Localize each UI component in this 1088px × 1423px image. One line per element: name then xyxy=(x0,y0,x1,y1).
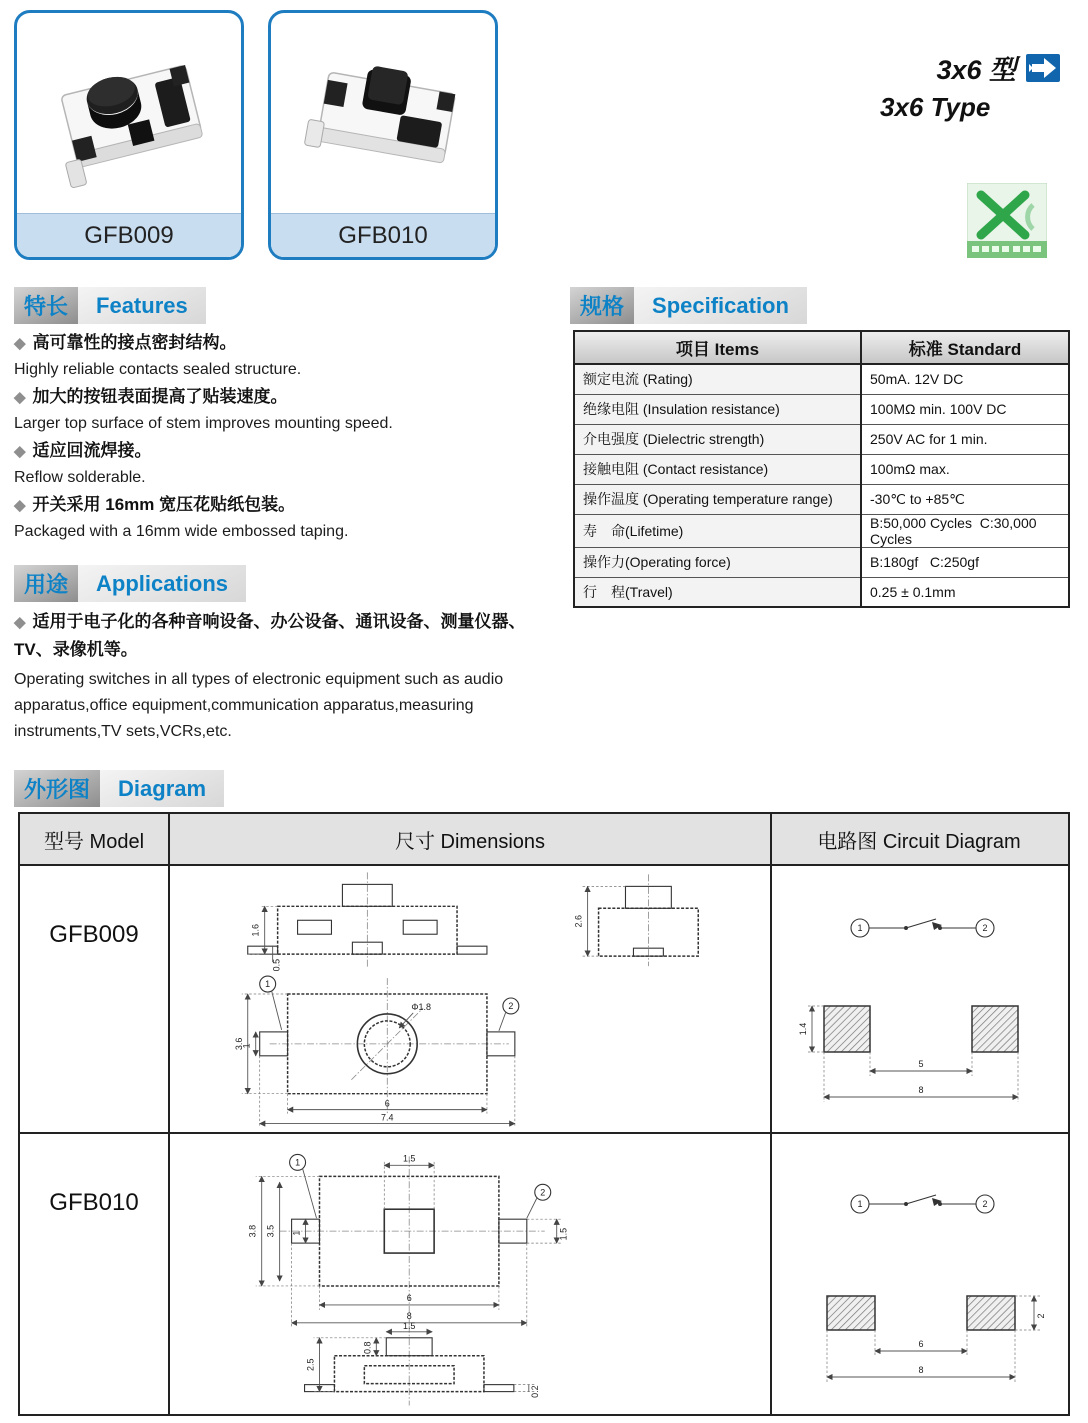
svg-text:8: 8 xyxy=(918,1365,924,1375)
spec-row: 操作温度 (Operating temperature range) -30℃ to +85℃ xyxy=(574,484,1069,514)
features-title-en: Features xyxy=(78,287,206,324)
diagram-title-cn: 外形图 xyxy=(14,770,100,807)
svg-text:1.5: 1.5 xyxy=(402,1320,416,1331)
svg-text:2: 2 xyxy=(982,923,988,933)
series-title-cn xyxy=(870,48,1060,87)
specification-title-en: Specification xyxy=(634,287,807,324)
svg-text:5: 5 xyxy=(918,1059,924,1069)
gfb010-product-photo xyxy=(271,13,495,213)
gfb010-switch-illustration xyxy=(283,28,483,198)
svg-text:6: 6 xyxy=(406,1292,412,1303)
features-list xyxy=(14,329,559,545)
gfb009-switch-illustration xyxy=(29,28,229,198)
svg-text:1.5: 1.5 xyxy=(558,1227,569,1241)
svg-text:1.4: 1.4 xyxy=(798,1022,808,1036)
svg-text:Φ1.8: Φ1.8 xyxy=(411,1001,431,1012)
forward-arrow-icon xyxy=(1026,54,1060,82)
diagram-table xyxy=(18,812,1070,1416)
gfb009-end-view xyxy=(574,874,699,966)
product-card-gfb010 xyxy=(268,10,498,260)
svg-text:1: 1 xyxy=(291,1230,302,1236)
svg-text:3.6: 3.6 xyxy=(233,1037,244,1051)
diagram-title-en: Diagram xyxy=(100,770,224,807)
gfb009-land-pattern xyxy=(798,1006,1018,1102)
col-dimensions: 尺寸 Dimensions xyxy=(170,814,772,864)
feature-item-cn: ◆ 高可靠性的接点密封结构。 xyxy=(14,333,237,352)
diamond-bullet-icon: ◆ xyxy=(14,389,26,406)
model-cell: GFB009 xyxy=(20,866,170,1134)
svg-text:1: 1 xyxy=(857,923,863,933)
applications-title-en: Applications xyxy=(78,565,246,602)
diagram-row-gfb010 xyxy=(20,1134,1068,1414)
spec-row: 接触电阻 (Contact resistance) 100mΩ max. xyxy=(574,454,1069,484)
col-circuit: 电路图 Circuit Diagram xyxy=(817,830,1021,853)
gfb009-circuit-symbol xyxy=(851,919,994,937)
svg-text:1.5: 1.5 xyxy=(402,1153,416,1164)
diagram-table-header xyxy=(20,814,1068,866)
svg-text:1: 1 xyxy=(241,1043,252,1049)
certification-mark-icon xyxy=(967,183,1047,258)
spec-row: 额定电流 (Rating) 50mA. 12V DC xyxy=(574,364,1069,394)
svg-text:0.5: 0.5 xyxy=(271,958,282,972)
svg-text:1: 1 xyxy=(857,1199,863,1209)
spec-row: 操作力(Operating force) B:180gf C:250gf xyxy=(574,547,1069,577)
diamond-bullet-icon: ◆ xyxy=(14,443,26,460)
spec-row: 绝缘电阻 (Insulation resistance) 100MΩ min. 100V DC xyxy=(574,394,1069,424)
feature-item-en: Larger top surface of stem improves mounting speed. xyxy=(14,415,393,432)
gfb010-circuit-symbol xyxy=(851,1195,994,1213)
svg-text:2: 2 xyxy=(508,1000,514,1011)
series-title-en: 3x6 Type xyxy=(880,92,991,122)
gfb010-side-view xyxy=(305,1321,540,1406)
features-section-header xyxy=(14,287,206,324)
svg-text:1: 1 xyxy=(295,1157,301,1168)
svg-text:0.2: 0.2 xyxy=(529,1385,540,1398)
features-title-cn: 特长 xyxy=(14,287,78,324)
diamond-bullet-icon: ◆ xyxy=(14,614,26,631)
svg-text:1: 1 xyxy=(265,979,271,990)
svg-text:3.5: 3.5 xyxy=(265,1224,276,1238)
svg-text:8: 8 xyxy=(406,1310,412,1321)
gfb009-top-view xyxy=(234,976,519,1127)
feature-item-cn: ◆ 开关采用 16mm 宽压花贴纸包装。 xyxy=(14,495,296,514)
gfb010-top-view xyxy=(248,1153,569,1329)
spec-col-standard: 标准 Standard xyxy=(861,331,1069,364)
gfb009-side-view xyxy=(248,872,487,971)
feature-item-en: Highly reliable contacts sealed structure. xyxy=(14,361,302,378)
svg-text:2: 2 xyxy=(540,1187,546,1198)
applications-section-header xyxy=(14,565,246,602)
diagram-row-gfb009 xyxy=(20,866,1068,1134)
applications-text xyxy=(14,608,559,745)
svg-text:0.8: 0.8 xyxy=(362,1341,373,1354)
svg-text:2.5: 2.5 xyxy=(305,1358,316,1371)
gfb009-circuit-drawing xyxy=(772,866,1066,1134)
spec-row: 寿 命(Lifetime) B:50,000 Cycles C:30,000 Cycles xyxy=(574,514,1069,547)
svg-text:7.4: 7.4 xyxy=(381,1112,394,1123)
feature-item-en: Reflow solderable. xyxy=(14,469,146,486)
gfb009-product-photo xyxy=(17,13,241,213)
svg-text:1.6: 1.6 xyxy=(250,923,261,937)
diagram-section-header xyxy=(14,770,224,807)
spec-col-items: 项目 Items xyxy=(574,331,861,364)
svg-text:6: 6 xyxy=(918,1339,924,1349)
specification-table xyxy=(573,330,1070,608)
specification-section-header xyxy=(570,287,807,324)
svg-text:2.6: 2.6 xyxy=(573,915,584,928)
svg-text:3.8: 3.8 xyxy=(247,1224,258,1238)
feature-item-en: Packaged with a 16mm wide embossed taping. xyxy=(14,523,349,540)
product-model-label: GFB010 xyxy=(271,213,495,257)
applications-en: Operating switches in all types of electronic equipment such as audio apparatus,office equipment,communication apparatus,measuring instruments,TV sets,VCRs,etc. xyxy=(14,671,504,740)
gfb010-land-pattern xyxy=(827,1296,1046,1382)
spec-header-row xyxy=(574,331,1069,364)
diamond-bullet-icon: ◆ xyxy=(14,497,26,514)
feature-item-cn: ◆ 加大的按钮表面提高了贴装速度。 xyxy=(14,387,288,406)
spec-row: 介电强度 (Dielectric strength) 250V AC for 1 min. xyxy=(574,424,1069,454)
model-cell: GFB010 xyxy=(20,1134,170,1414)
gfb010-circuit-drawing xyxy=(772,1134,1066,1414)
applications-cn: ◆ 适用于电子化的各种音响设备、办公设备、通讯设备、测量仪器、TV、录像机等。 xyxy=(14,612,526,659)
gfb010-dimension-drawing xyxy=(170,1134,772,1414)
series-title-cn-text: 3x6 型 xyxy=(936,55,1016,85)
col-model: 型号 Model xyxy=(20,814,170,864)
gfb009-dimension-drawing xyxy=(170,866,772,1134)
feature-item-cn: ◆ 适应回流焊接。 xyxy=(14,441,152,460)
svg-text:8: 8 xyxy=(918,1085,924,1095)
product-model-label: GFB009 xyxy=(17,213,241,257)
product-card-gfb009 xyxy=(14,10,244,260)
diamond-bullet-icon: ◆ xyxy=(14,335,26,352)
applications-title-cn: 用途 xyxy=(14,565,78,602)
svg-text:2: 2 xyxy=(982,1199,988,1209)
svg-text:6: 6 xyxy=(384,1098,390,1109)
specification-title-cn: 规格 xyxy=(570,287,634,324)
spec-row: 行 程(Travel) 0.25 ± 0.1mm xyxy=(574,577,1069,607)
svg-text:2: 2 xyxy=(1036,1313,1046,1319)
